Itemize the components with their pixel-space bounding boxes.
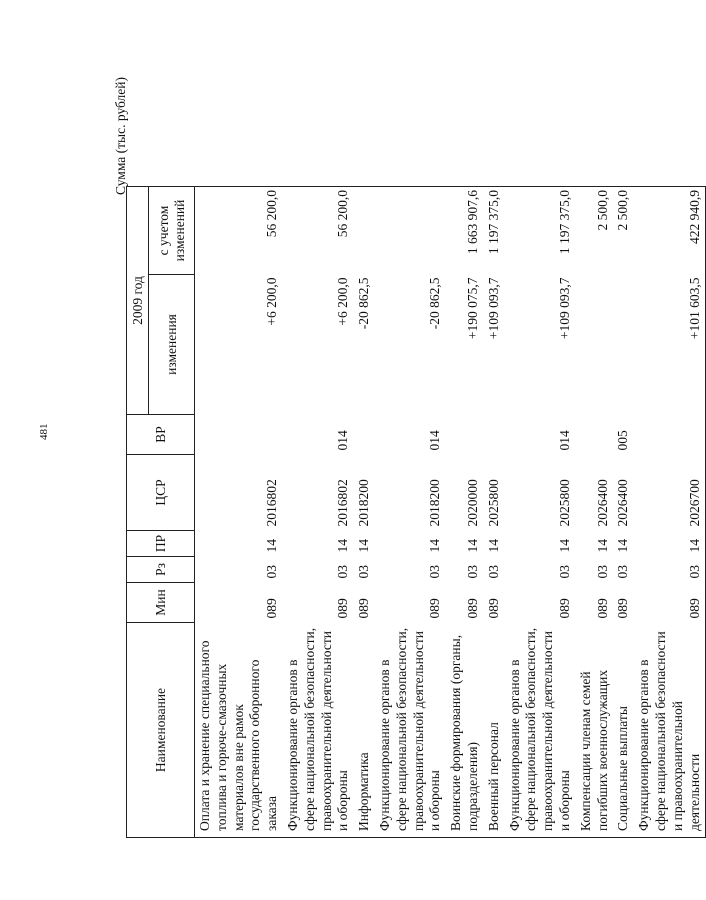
cell-total: 422 940,9 bbox=[634, 187, 706, 275]
table-row bbox=[613, 187, 634, 838]
cell-csr: 2025800 bbox=[485, 479, 501, 527]
header-rz: Рз bbox=[127, 557, 195, 583]
table-header bbox=[127, 187, 195, 838]
cell-changes: +190 075,7 bbox=[464, 277, 480, 340]
cell-min: 089 bbox=[615, 598, 631, 619]
header-pr: ПР bbox=[127, 531, 195, 557]
cell-csr: 2026700 bbox=[634, 455, 706, 531]
cell-vr: 014 bbox=[427, 430, 443, 451]
cell-vr: 014 bbox=[335, 430, 351, 451]
cell-rz: 03 bbox=[615, 565, 631, 579]
cell-changes: -20 862,5 bbox=[427, 277, 443, 330]
cell-csr: 2026400 bbox=[615, 479, 631, 527]
cell-name: Военный персонал bbox=[484, 623, 505, 838]
table-row bbox=[505, 187, 576, 838]
cell-csr: 2025800 bbox=[556, 479, 572, 527]
cell-name: Информатика bbox=[354, 623, 375, 838]
table-row bbox=[375, 187, 446, 838]
cell-pr: 14 bbox=[556, 539, 572, 553]
cell-pr: 14 bbox=[464, 539, 480, 553]
table-row bbox=[484, 187, 505, 838]
table-row bbox=[446, 187, 484, 838]
cell-total: 2 500,0 bbox=[576, 187, 614, 275]
cell-name: Социальные выплаты bbox=[613, 623, 634, 838]
cell-rz: 03 bbox=[485, 565, 501, 579]
cell-csr: 2026400 bbox=[594, 479, 610, 527]
cell-total bbox=[375, 187, 446, 275]
cell-changes: +109 093,7 bbox=[556, 277, 572, 340]
cell-pr: 14 bbox=[427, 539, 443, 553]
header-name: Наименование bbox=[127, 623, 195, 838]
header-csr: ЦСР bbox=[127, 455, 195, 531]
cell-csr: 2018200 bbox=[356, 479, 372, 527]
budget-table bbox=[126, 186, 706, 838]
cell-vr bbox=[484, 415, 505, 455]
cell-csr: 2018200 bbox=[427, 479, 443, 527]
cell-rz: 03 bbox=[556, 565, 572, 579]
cell-rz: 03 bbox=[335, 565, 351, 579]
table-row bbox=[283, 187, 354, 838]
cell-vr bbox=[195, 415, 283, 455]
cell-vr: 005 bbox=[615, 430, 631, 451]
cell-min: 089 bbox=[335, 598, 351, 619]
cell-rz: 03 bbox=[594, 565, 610, 579]
cell-name: Функционирование органов в сфере национальной безопасности, правоохранительной деятельности и обороны bbox=[505, 623, 576, 838]
cell-min: 089 bbox=[634, 583, 706, 623]
cell-csr: 2016802 bbox=[264, 479, 280, 527]
cell-changes: +101 603,5 bbox=[634, 275, 706, 415]
header-with-changes: с учетом изменений bbox=[149, 187, 195, 275]
cell-csr: 2016802 bbox=[335, 479, 351, 527]
cell-vr bbox=[354, 415, 375, 455]
cell-total: 1 197 375,0 bbox=[505, 187, 576, 275]
header-changes: изменения bbox=[149, 275, 195, 415]
cell-vr bbox=[634, 415, 706, 455]
cell-pr: 14 bbox=[615, 539, 631, 553]
header-vr: ВР bbox=[127, 415, 195, 455]
table-row bbox=[354, 187, 375, 838]
cell-rz: 03 bbox=[464, 565, 480, 579]
cell-name: Воинские формирования (органы, подразделения) bbox=[446, 623, 484, 838]
cell-changes bbox=[613, 275, 634, 415]
cell-min: 089 bbox=[427, 598, 443, 619]
cell-name: Функционирование органов в сфере национальной безопасности и правоохранительной деятельности bbox=[634, 623, 706, 838]
cell-total: 56 200,0 bbox=[195, 187, 283, 275]
cell-min: 089 bbox=[556, 598, 572, 619]
cell-vr: 014 bbox=[556, 430, 572, 451]
cell-pr: 14 bbox=[634, 531, 706, 557]
table-row bbox=[634, 187, 706, 838]
cell-total: 2 500,0 bbox=[613, 187, 634, 275]
cell-rz: 03 bbox=[356, 565, 372, 579]
cell-min: 089 bbox=[485, 598, 501, 619]
cell-pr: 14 bbox=[335, 539, 351, 553]
cell-rz: 03 bbox=[634, 557, 706, 583]
cell-name: Оплата и хранение специального топлива и горюче-смазочных материалов вне рамок государственного оборонного заказа bbox=[195, 623, 283, 838]
table-row bbox=[195, 187, 283, 838]
header-year: 2009 год bbox=[127, 187, 149, 415]
table-row bbox=[576, 187, 614, 838]
cell-name: Функционирование органов в сфере национальной безопасности, правоохранительной деятельности и обороны bbox=[375, 623, 446, 838]
cell-min: 089 bbox=[464, 598, 480, 619]
page-number: 481 bbox=[38, 423, 50, 440]
cell-changes bbox=[576, 275, 614, 415]
cell-total: 56 200,0 bbox=[283, 187, 354, 275]
cell-name: Функционирование органов в сфере национальной безопасности, правоохранительной деятельности и обороны bbox=[283, 623, 354, 838]
cell-rz: 03 bbox=[264, 565, 280, 579]
table-body bbox=[195, 187, 706, 838]
cell-min: 089 bbox=[356, 598, 372, 619]
cell-name: Компенсации членам семей погибших военнослужащих bbox=[576, 623, 614, 838]
cell-pr: 14 bbox=[485, 539, 501, 553]
cell-pr: 14 bbox=[356, 539, 372, 553]
cell-vr bbox=[446, 415, 484, 455]
budget-sheet bbox=[113, 73, 702, 838]
cell-total: 1 197 375,0 bbox=[484, 187, 505, 275]
cell-changes: +109 093,7 bbox=[485, 277, 501, 340]
cell-changes: +6 200,0 bbox=[335, 277, 351, 326]
header-min: Мин bbox=[127, 583, 195, 623]
cell-min: 089 bbox=[264, 598, 280, 619]
cell-pr: 14 bbox=[594, 539, 610, 553]
cell-total bbox=[354, 187, 375, 275]
unit-caption: Сумма (тыс. рублей) bbox=[113, 77, 128, 195]
cell-rz: 03 bbox=[427, 565, 443, 579]
cell-changes: -20 862,5 bbox=[356, 277, 372, 330]
cell-pr: 14 bbox=[264, 539, 280, 553]
cell-changes: +6 200,0 bbox=[264, 277, 280, 326]
cell-total: 1 663 907,6 bbox=[446, 187, 484, 275]
cell-vr bbox=[576, 415, 614, 455]
cell-min: 089 bbox=[594, 598, 610, 619]
cell-csr: 2020000 bbox=[464, 479, 480, 527]
